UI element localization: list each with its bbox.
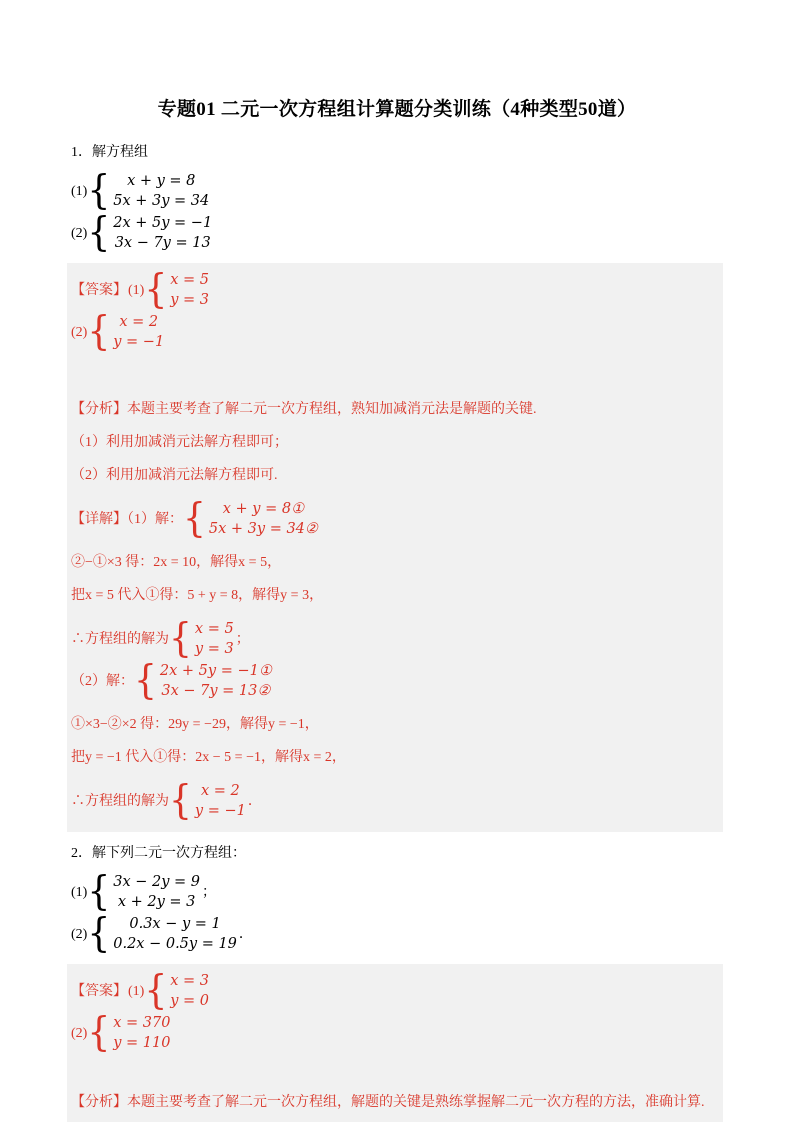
problem1-system-2 [71, 209, 723, 256]
equation: 2x + 5y = −1 [113, 215, 213, 231]
left-brace-icon: { [87, 308, 111, 355]
left-brace-icon: { [87, 209, 111, 256]
part-label: (2) [71, 1025, 88, 1041]
problem2-system-1 [71, 868, 723, 915]
equation: y = 3 [170, 292, 210, 308]
left-brace-icon: { [87, 1009, 111, 1056]
equation-system [134, 657, 272, 704]
equation: x + 2y = 3 [117, 894, 196, 910]
part-label: (2) [71, 324, 88, 340]
equation: 3x − 7y = 13 [114, 235, 211, 251]
equation: y = 110 [113, 1035, 171, 1051]
equation-system [183, 495, 318, 542]
solution-step: 把x = 5 代入①得：5 + y = 8，解得y = 3， [71, 588, 324, 603]
solution-step: 把y = −1 代入①得：2x − 5 = −1，解得x = 2， [71, 750, 346, 765]
solution-step: ①×3−②×2 得：29y = −29，解得y = −1， [71, 717, 319, 732]
punctuation: ； [235, 631, 250, 647]
conclusion-prefix: ∴方程组的解为 [71, 631, 169, 647]
problem2-system-2 [71, 910, 723, 957]
analysis-note-1: （1）利用加减消元法解方程即可； [71, 435, 288, 450]
punctuation: ． [247, 793, 262, 809]
answer-line-2 [71, 1009, 715, 1056]
answer-tag: 【答案】 [71, 282, 127, 298]
left-brace-icon: { [144, 967, 168, 1014]
part-label: (2) [71, 225, 88, 241]
detail-line-2 [71, 657, 715, 704]
equation: x + y = 8① [222, 501, 305, 517]
equation: 3x − 7y = 13② [161, 683, 271, 699]
punctuation: ． [238, 926, 253, 942]
analysis-note-2: （2）利用加减消元法解方程即可. [71, 468, 278, 483]
left-brace-icon: { [144, 266, 168, 313]
part-label: (1) [71, 183, 88, 199]
document-title: 专题01 二元一次方程组计算题分类训练（4种类型50道） [157, 99, 637, 120]
detail-prefix: （2）解： [71, 673, 134, 689]
part-label: (1) [128, 983, 145, 999]
equation: x = 3 [170, 973, 210, 989]
solution-box-problem2 [67, 964, 723, 1122]
blank-gap [71, 1055, 715, 1079]
equation-system [87, 868, 201, 915]
solution-step: ②−①×3 得：2x = 10，解得x = 5， [71, 555, 282, 570]
equation: 2x + 5y = −1① [159, 663, 272, 679]
part-label: (1) [71, 884, 88, 900]
equation: y = −1 [194, 803, 246, 819]
equation-system [87, 1009, 171, 1056]
part-label: (2) [71, 926, 88, 942]
left-brace-icon: { [87, 910, 111, 957]
equation-system [87, 209, 213, 256]
equation: x = 5 [194, 621, 234, 637]
part-label: (1) [128, 282, 145, 298]
equation: x = 5 [170, 272, 210, 288]
problem2-heading: 2．解下列二元一次方程组： [71, 846, 246, 861]
conclusion-line-2 [71, 777, 715, 824]
punctuation: ； [202, 884, 217, 900]
equation: x = 2 [200, 783, 240, 799]
equation: 3x − 2y = 9 [113, 874, 201, 890]
left-brace-icon: { [134, 657, 157, 704]
left-brace-icon: { [87, 868, 111, 915]
equation: 0.2x − 0.5y = 19 [113, 936, 237, 952]
equation-system [87, 308, 165, 355]
answer-line-2 [71, 308, 715, 355]
detail-prefix: 【详解】（1）解： [71, 511, 183, 527]
equation-system [87, 910, 237, 957]
answer-line-1 [71, 266, 715, 313]
equation-system [169, 615, 234, 662]
answer-line-1 [71, 967, 715, 1014]
analysis-line: 【分析】本题主要考查了解二元一次方程组，解题的关键是熟练掌握解二元一次方程的方法，准确计算. [71, 1095, 705, 1110]
left-brace-icon: { [169, 777, 192, 824]
left-brace-icon: { [183, 495, 206, 542]
left-brace-icon: { [87, 167, 111, 214]
equation: 0.3x − y = 1 [129, 916, 221, 932]
equation: x + y = 8 [127, 173, 196, 189]
problem1-system-1 [71, 167, 723, 214]
equation-system [87, 167, 210, 214]
equation: y = 3 [194, 641, 234, 657]
left-brace-icon: { [169, 615, 192, 662]
conclusion-prefix: ∴方程组的解为 [71, 793, 169, 809]
equation-system [144, 967, 210, 1014]
equation-system [169, 777, 246, 824]
equation: 5x + 3y = 34 [113, 193, 210, 209]
conclusion-line-1 [71, 615, 715, 662]
equation: x = 370 [113, 1015, 171, 1031]
problem1-heading: 1．解方程组 [71, 145, 148, 160]
equation: 5x + 3y = 34② [208, 521, 318, 537]
detail-line-1 [71, 495, 715, 542]
equation: y = 0 [170, 993, 210, 1009]
equation-system [144, 266, 210, 313]
blank-gap [71, 354, 715, 386]
equation: x = 2 [119, 314, 159, 330]
analysis-line: 【分析】本题主要考查了解二元一次方程组，熟知加减消元法是解题的关键. [71, 402, 537, 417]
answer-tag: 【答案】 [71, 983, 127, 999]
equation: y = −1 [113, 334, 165, 350]
solution-box-problem1 [67, 263, 723, 832]
